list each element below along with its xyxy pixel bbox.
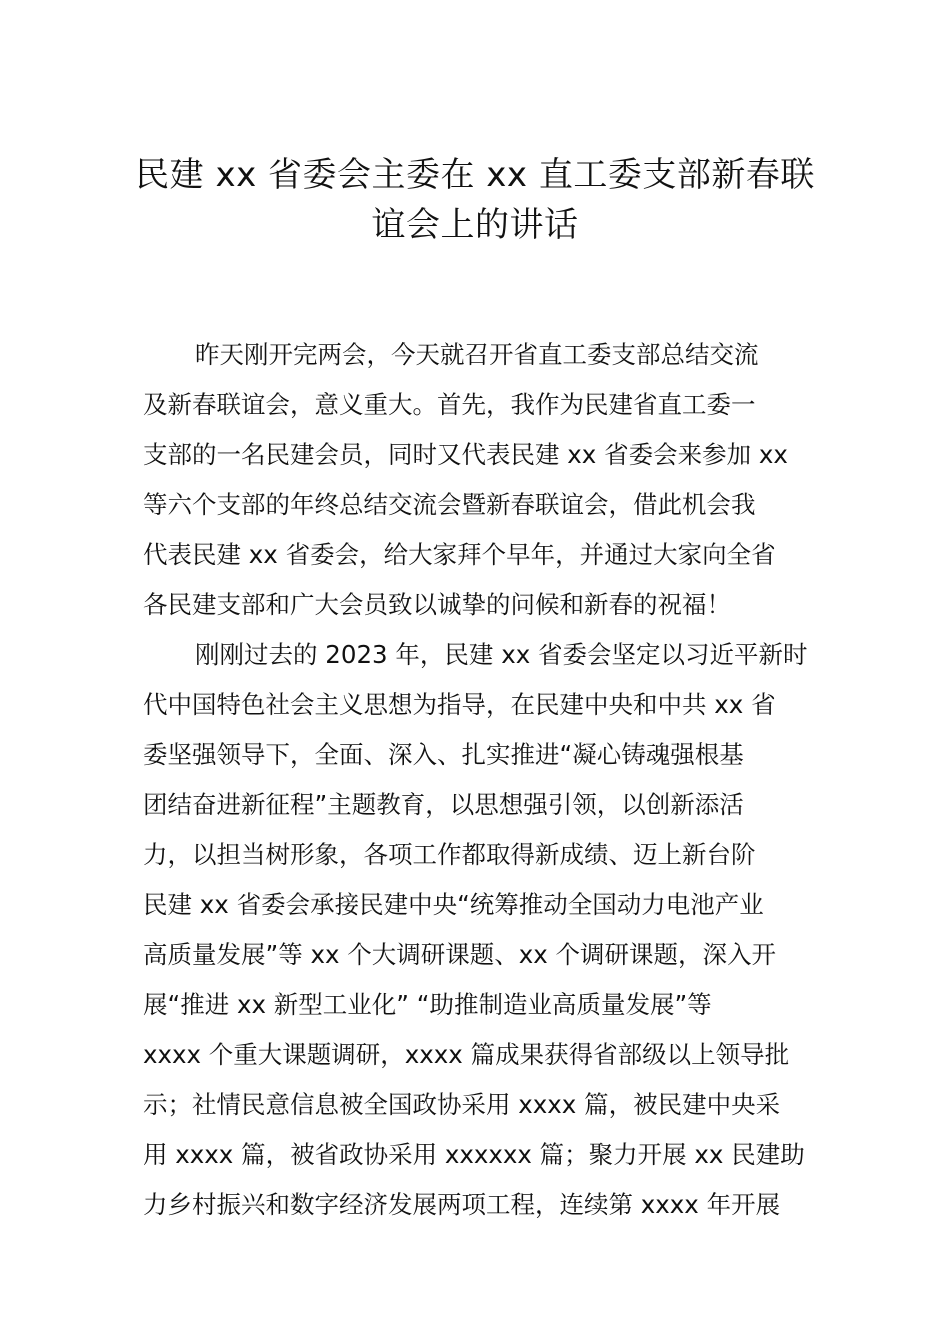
paragraph-2 bbox=[143, 630, 813, 1230]
text-line: 团结奋进新征程”主题教育，以思想强引领，以创新添活 bbox=[143, 790, 744, 819]
text-line: 示；社情民意信息被全国政协采用 xxxx 篇，被民建中央采 bbox=[143, 1090, 781, 1119]
text-line: 代表民建 xx 省委会，给大家拜个早年，并通过大家向全省 bbox=[143, 540, 776, 569]
text-line: xxxx 个重大课题调研，xxxx 篇成果获得省部级以上领导批 bbox=[143, 1040, 790, 1069]
text-line: 民建 xx 省委会承接民建中央“统筹推动全国动力电池产业 bbox=[143, 890, 764, 919]
text-line: 及新春联谊会，意义重大。首先，我作为民建省直工委一 bbox=[143, 390, 756, 419]
document-body bbox=[143, 330, 813, 1230]
text-line: 支部的一名民建会员，同时又代表民建 xx 省委会来参加 xx bbox=[143, 440, 788, 469]
text-line: 高质量发展”等 xx 个大调研课题、xx 个调研课题，深入开 bbox=[143, 940, 777, 969]
text-line: 展“推进 xx 新型工业化” “助推制造业高质量发展”等 bbox=[143, 990, 712, 1019]
text-line: 等六个支部的年终总结交流会暨新春联谊会，借此机会我 bbox=[143, 490, 756, 519]
title-line: 谊会上的讲话 bbox=[371, 205, 579, 245]
text-line: 力乡村振兴和数字经济发展两项工程，连续第 xxxx 年开展 bbox=[143, 1190, 781, 1219]
text-line: 昨天刚开完两会，今天就召开省直工委支部总结交流 bbox=[195, 340, 759, 369]
title-line: 民建 xx 省委会主委在 xx 直工委支部新春联 bbox=[135, 155, 815, 195]
text-line: 刚刚过去的 2023 年，民建 xx 省委会坚定以习近平新时 bbox=[195, 640, 808, 669]
text-line: 各民建支部和广大会员致以诚挚的问候和新春的祝福！ bbox=[143, 590, 731, 619]
text-line: 代中国特色社会主义思想为指导，在民建中央和中共 xx 省 bbox=[143, 690, 776, 719]
paragraph-1 bbox=[143, 330, 813, 630]
text-line: 委坚强领导下，全面、深入、扎实推进“凝心铸魂强根基 bbox=[143, 740, 744, 769]
text-line: 力，以担当树形象，各项工作都取得新成绩、迈上新台阶 bbox=[143, 840, 756, 869]
document-title bbox=[100, 150, 850, 250]
text-line: 用 xxxx 篇，被省政协采用 xxxxxx 篇；聚力开展 xx 民建助 bbox=[143, 1140, 805, 1169]
